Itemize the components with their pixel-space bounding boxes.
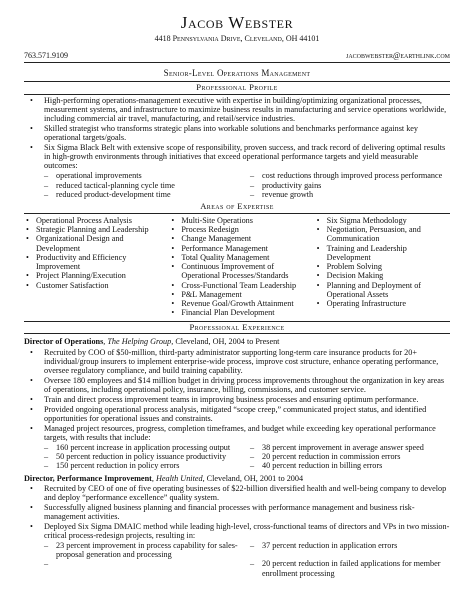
- section-title-profile: Professional Profile: [24, 81, 450, 95]
- expertise-item: • Training and Leadership Development: [315, 244, 450, 263]
- job-bullet: • Provided ongoing operational process analysis, mitigated “scope creep,” communicated project status, and identified opportunities for operational issues and constraints.: [24, 405, 450, 424]
- outcome-item: – reduced tactical-planning cycle time: [44, 181, 244, 190]
- expertise-item: • Negotiation, Persuasion, and Communication: [315, 225, 450, 244]
- result-item: – 160 percent increase in application processing output: [44, 443, 244, 452]
- job-results: [44, 541, 450, 578]
- result-item: – 23 percent improvement in process capability for sales-proposal generation and processing: [44, 541, 244, 560]
- job-title: Director, Performance Improvement: [24, 473, 152, 483]
- expertise-item: • Decision Making: [315, 271, 450, 280]
- expertise-item: • Customer Satisfaction: [24, 281, 159, 290]
- resume-headline: Senior-Level Operations Management: [163, 67, 311, 78]
- job-bullet: • Oversee 180 employees and $14 million budget in driving process improvements throughout the organization in key areas of operations, including operational policy, insurance, billing, commissions, and customer service.: [24, 376, 450, 395]
- expertise-item: • Problem Solving: [315, 262, 450, 271]
- result-item: – 38 percent improvement in average answer speed: [250, 443, 450, 452]
- job-bullets: [24, 484, 450, 541]
- result-item: – 40 percent reduction in billing errors: [250, 461, 450, 470]
- outcome-list: [44, 171, 450, 199]
- profile-bullet: • High-performing operations-management executive with expertise in building/optimizing organizational processes, measurement systems, and infrastructure to maximize business results in manufacturing and service operations worldwide, including commercial air travel, manufacturing, and retail/service industries.: [24, 96, 450, 124]
- job-bullets: [24, 348, 450, 443]
- expertise-item: • Revenue Goal/Growth Attainment: [169, 299, 304, 308]
- job-heading: Director, Performance Improvement, Health United, Cleveland, OH, 2001 to 2004: [24, 473, 304, 483]
- contact-line: [24, 51, 450, 63]
- expertise-item: • Continuous Improvement of Operational Processes/Standards: [169, 262, 304, 281]
- candidate-name: Jacob Webster: [180, 13, 294, 32]
- phone-number: 763.571.9109: [24, 50, 68, 60]
- job-results: [44, 443, 450, 471]
- section-title-experience: Professional Experience: [24, 321, 450, 335]
- job-location-dates: , Cleveland, OH, 2004 to Present: [171, 337, 280, 347]
- job-bullet: • Successfully aligned business planning and financial processes with performance management and business risk-management activities.: [24, 503, 450, 522]
- job-bullet: • Train and direct process improvement teams in improving business processes and ensuring optimum performance.: [24, 395, 450, 404]
- outcome-item: – reduced product-development time: [44, 190, 244, 199]
- result-item: – 20 percent reduction in commission errors: [250, 452, 450, 461]
- expertise-item: • Performance Management: [169, 244, 304, 253]
- expertise-column-1: [24, 216, 159, 318]
- profile-bullet: • Six Sigma Black Belt with extensive scope of responsibility, proven success, and track record of delivering optimal results in high-growth environments through initiatives that exceed operational performance targets and yield measurable outcomes:: [24, 143, 450, 171]
- expertise-item: • Productivity and Efficiency Improvement: [24, 253, 159, 272]
- expertise-item: • Change Management: [169, 234, 304, 243]
- job-bullet: • Recruited by CEO of one of five operating businesses of $22-billion diversified health and well-being company to develop and deploy “performance excellence” quality system.: [24, 484, 450, 503]
- job-bullet: • Managed project resources, progress, completion timeframes, and budget while exceeding key operational performance targets, with results that include:: [24, 424, 450, 443]
- expertise-item: • Operating Infrastructure: [315, 299, 450, 308]
- job-bullet: • Deployed Six Sigma DMAIC method while leading high-level, cross-functional teams of directors and VPs in two mission-critical process-redesign projects, resulting in:: [24, 522, 450, 541]
- job-location-dates: , Cleveland, OH, 2001 to 2004: [202, 473, 304, 483]
- expertise-item: • Strategic Planning and Leadership: [24, 225, 159, 234]
- section-title-expertise: Areas of Expertise: [24, 202, 450, 214]
- expertise-item: • Operational Process Analysis: [24, 216, 159, 225]
- expertise-item: • Process Redesign: [169, 225, 304, 234]
- profile-list: [24, 96, 450, 171]
- expertise-item: • Organizational Design and Development: [24, 234, 159, 253]
- job-title: Director of Operations: [24, 337, 104, 347]
- result-item: – 37 percent reduction in application errors: [250, 541, 450, 560]
- expertise-item: • P&L Management: [169, 290, 304, 299]
- expertise-item: • Project Planning/Execution: [24, 271, 159, 280]
- result-item: [44, 559, 244, 578]
- expertise-item: • Cross-Functional Team Leadership: [169, 281, 304, 290]
- candidate-address: 4418 Pennsylvania Drive, Cleveland, OH 44101: [154, 33, 320, 43]
- outcome-item: – operational improvements: [44, 171, 244, 180]
- job-bullet: • Recruited by COO of $50-million, third-party administrator supporting long-term care insurance products for 20+ individual/group insurers to implement enterprise-wide process, improve cost structure, enhance operating performance, oversee regulatory compliance, and build training capability.: [24, 348, 450, 376]
- expertise-columns: [24, 215, 450, 318]
- expertise-column-2: [169, 216, 304, 318]
- outcome-item: – revenue growth: [250, 190, 450, 199]
- expertise-item: • Total Quality Management: [169, 253, 304, 262]
- job-heading: Director of Operations, The Helping Group, Cleveland, OH, 2004 to Present: [24, 337, 280, 347]
- outcome-item: – productivity gains: [250, 181, 450, 190]
- expertise-item: • Multi-Site Operations: [169, 216, 304, 225]
- job-company: Health United: [155, 473, 203, 483]
- expertise-item: • Planning and Deployment of Operational Assets: [315, 281, 450, 300]
- email-address: jacobwebster@earthlink.com: [345, 50, 450, 60]
- job-company: The Helping Group: [107, 337, 172, 347]
- profile-bullet: • Skilled strategist who transforms strategic plans into workable solutions and benchmarks performance against key operational targets/goals.: [24, 124, 450, 143]
- expertise-item: • Six Sigma Methodology: [315, 216, 450, 225]
- result-item: – 20 percent reduction in failed applications for member enrollment processing: [250, 559, 450, 578]
- expertise-column-3: [315, 216, 450, 318]
- result-item: – 150 percent reduction in policy errors: [44, 461, 244, 470]
- expertise-item: • Financial Plan Development: [169, 308, 304, 317]
- result-item: – 50 percent reduction in policy issuance productivity: [44, 452, 244, 461]
- outcome-item: – cost reductions through improved process performance: [250, 171, 450, 180]
